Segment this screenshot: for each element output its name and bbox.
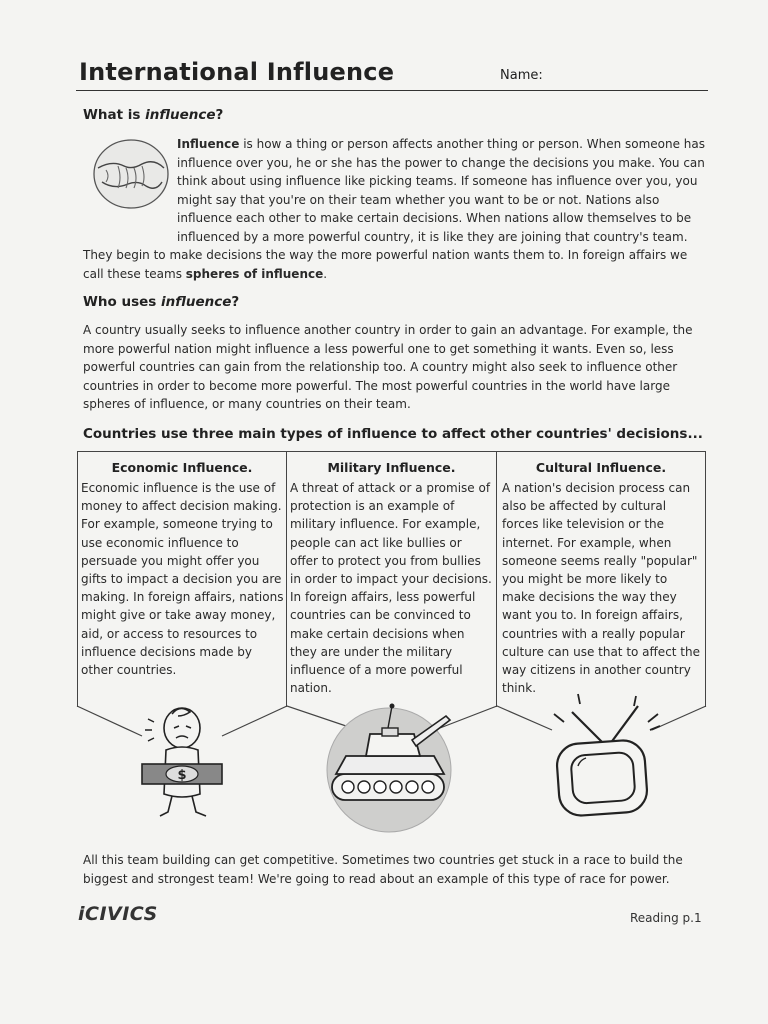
cultural-body: A nation's decision process can also be affected by cultural forces like television or the internet. For example, when someone seems really "popular" you might be more likely to make decisions the way they want you to. In foreign affairs, countries with a really popular culture can use that to affect the way citizens in another country think. [502,481,700,696]
page-title: International Influence [79,58,395,86]
dollar-sign: $ [177,768,187,783]
cultural-influence-box [497,451,706,707]
military-body: A threat of attack or a promise of protection is an example of military influence. For example, people can act like bullies or offer to protect you from bullies in order to impact your decisions. In foreign affairs, less powerful countries can be convinced to make certain decisions when they are under the military influence of a more powerful nation. [290,481,492,696]
name-label: Name: [500,68,543,83]
icivics-logo: iCIVICS [78,903,158,925]
money-person-icon [132,702,242,824]
handshake-icon [92,138,170,210]
economic-influence-box [77,451,287,707]
page-number: Reading p.1 [630,911,702,925]
who-uses-influence-heading: Who uses influence? [83,294,240,310]
economic-title: Economic Influence. [111,460,253,475]
television-icon [548,692,668,822]
military-influence-box [287,451,497,707]
what-is-influence-heading: What is influence? [83,107,224,123]
influence-definition: Influence is how a thing or person affects another thing or person. When someone has influence over you, he or she has the power to change the decisions you make. You can think about using influence like picking teams. If someone has influence over you, you might say that you're on their team whether you want to be or not. Nations also influence each other to make certain decisions. When nations allow themselves to be influenced by a more powerful country, it is like they are joining that country's team. [177,137,706,244]
types-heading: Countries use three main types of influence to affect other countries' decisions... [83,426,703,442]
who-uses-paragraph: A country usually seeks to influence another country in order to gain an advantage. For example, the more powerful nation might influence a less powerful one to get something it wants. Even so, less powerful countries can gain from the relationship too. A country might also seek to influence other countries in order to become more powerful. The most powerful countries in the world have large spheres of influence, or many countries on their team. [83,323,693,411]
military-title: Military Influence. [327,460,456,475]
closing-paragraph: All this team building can get competitive. Sometimes two countries get stuck in a race to build the biggest and strongest team! We're going to read about an example of this type of race for power. [83,853,683,886]
spheres-paragraph: They begin to make decisions the way the more powerful nation wants them to. In foreign affairs we call these teams spheres of influence. [83,248,688,281]
cultural-title: Cultural Influence. [535,460,667,475]
title-rule [76,90,708,91]
tank-icon [322,698,457,838]
economic-body: Economic influence is the use of money to affect decision making. For example, someone trying to use economic influence to persuade you might offer you gifts to impact a decision you are making. In foreign affairs, nations might give or take away money, aid, or access to resources to influence decisions made by other countries. [81,481,284,678]
